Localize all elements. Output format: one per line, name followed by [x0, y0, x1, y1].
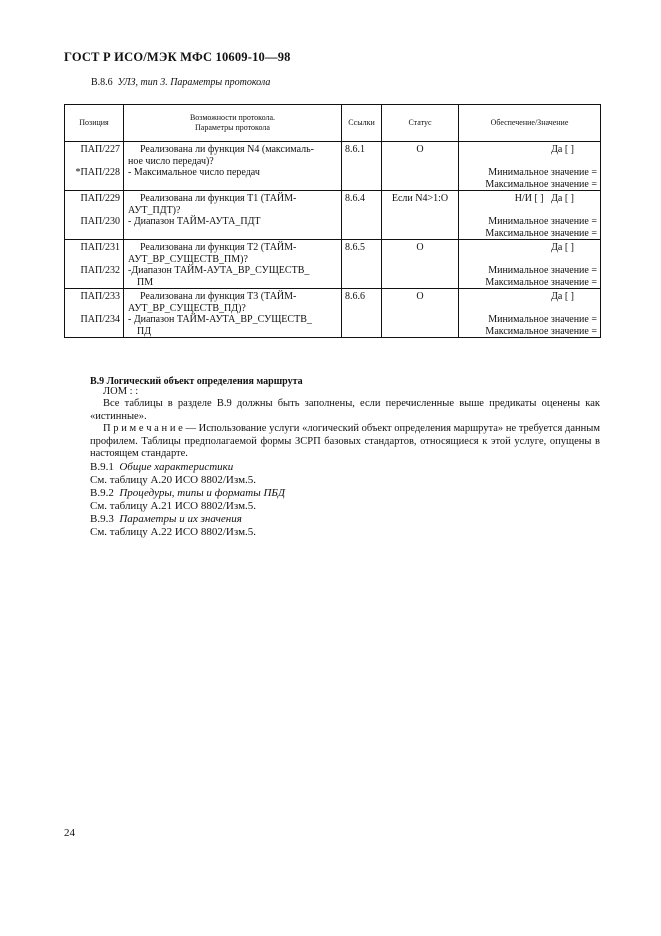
position-item: ПАП/227: [80, 144, 120, 155]
col-header-capabilities-line1: Возможности протокола.: [189, 113, 276, 122]
b9-heading: В.9 Логический объект определения маршрута: [90, 376, 303, 387]
max-value-label: Максимальное значение =: [485, 276, 597, 288]
b9-item: [90, 487, 285, 500]
table-row: [65, 240, 601, 289]
description-line: ПМ: [137, 276, 154, 288]
support-option: Да [ ]: [551, 242, 574, 253]
support-option: Да [ ]: [551, 291, 574, 302]
description-line: АУТ_ВР_СУЩЕСТВ_ПМ)?: [128, 253, 248, 265]
section-number: В.8.6: [91, 77, 113, 88]
min-value-label: Минимальное значение =: [488, 265, 597, 276]
col-header-support-value: Обеспечение/Значение: [459, 105, 601, 142]
position-item: ПАП/234: [80, 314, 120, 325]
col-header-capabilities-line2: Параметры протокола: [195, 123, 270, 132]
b9-item-number: В.9.3: [90, 513, 114, 525]
b9-item-title: Общие характеристики: [119, 461, 234, 473]
value-cell: [459, 142, 601, 191]
status-cell: О: [382, 240, 459, 289]
description-line: ное число передач)?: [128, 155, 214, 167]
protocol-table: [64, 104, 601, 338]
description-line: ПД: [137, 325, 152, 337]
position-cell: [65, 191, 124, 240]
b9-item-number: В.9.1: [90, 461, 114, 473]
page-number: 24: [64, 827, 75, 839]
description-cell: [124, 142, 342, 191]
position-item: ПАП/229: [80, 193, 120, 204]
position-item: ПАП/230: [80, 216, 120, 227]
description-line: АУТ_ВР_СУЩЕСТВ_ПД)?: [128, 302, 246, 314]
value-cell: [459, 240, 601, 289]
position-cell: [65, 289, 124, 338]
b9-note: [90, 423, 600, 461]
note-label: П р и м е ч а н и е: [103, 423, 183, 434]
description-line: - Диапазон ТАЙМ-АУТА_ВР_СУЩЕСТВ_: [128, 314, 312, 325]
description-line: АУТ_ПДТ)?: [128, 204, 181, 216]
b9-item: [90, 513, 242, 526]
b9-paragraph: Все таблицы в разделе В.9 должны быть заполнены, если перечисленные выше предикаты оценены как «истинные».: [90, 398, 600, 422]
section-title: УЛЗ, тип 3. Параметры протокола: [117, 77, 271, 88]
reference-cell: 8.6.5: [342, 240, 382, 289]
position-item: ПАП/231: [80, 242, 120, 253]
status-cell: Если N4>1:О: [382, 191, 459, 240]
description-line: - Диапазон ТАЙМ-АУТА_ПДТ: [128, 216, 261, 227]
position-item: ПАП/233: [80, 291, 120, 302]
description-cell: [124, 289, 342, 338]
reference-cell: 8.6.4: [342, 191, 382, 240]
min-value-label: Минимальное значение =: [488, 167, 597, 178]
document-header: ГОСТ Р ИСО/МЭК МФС 10609-10—98: [64, 50, 291, 64]
value-cell: [459, 289, 601, 338]
support-option: Да [ ]: [551, 144, 574, 155]
min-value-label: Минимальное значение =: [488, 216, 597, 227]
description-line: Реализована ли функция Т1 (ТАЙМ-: [140, 193, 297, 204]
b9-item-title: Параметры и их значения: [119, 513, 242, 525]
table-row: [65, 191, 601, 240]
description-cell: [124, 240, 342, 289]
description-line: - Максимальное число передач: [128, 167, 260, 178]
col-header-position: Позиция: [65, 105, 124, 142]
value-cell: [459, 191, 601, 240]
position-item: *ПАП/228: [75, 167, 120, 178]
status-cell: О: [382, 142, 459, 191]
b9-item-title: Процедуры, типы и форматы ПБД: [119, 487, 286, 499]
table-row: [65, 142, 601, 191]
section-heading: [91, 77, 270, 88]
max-value-label: Максимальное значение =: [485, 178, 597, 190]
position-cell: [65, 142, 124, 191]
reference-cell: 8.6.1: [342, 142, 382, 191]
max-value-label: Максимальное значение =: [485, 325, 597, 337]
description-cell: [124, 191, 342, 240]
b9-item-ref: См. таблицу А.22 ИСО 8802/Изм.5.: [90, 526, 257, 538]
table-header-row: [65, 105, 601, 142]
lom-line: ЛОМ : :: [103, 386, 139, 397]
description-line: Реализована ли функция Т2 (ТАЙМ-: [140, 242, 297, 253]
b9-item: [90, 461, 233, 474]
b9-item-ref: См. таблицу А.21 ИСО 8802/Изм.5.: [90, 500, 257, 512]
position-item: ПАП/232: [80, 265, 120, 276]
description-line: -Диапазон ТАЙМ-АУТА_ВР_СУЩЕСТВ_: [128, 265, 310, 276]
table-row: [65, 289, 601, 338]
min-value-label: Минимальное значение =: [488, 314, 597, 325]
col-header-capabilities: [124, 105, 342, 142]
col-header-status: Статус: [382, 105, 459, 142]
note-text: — Использование услуги «логический объект определения маршрута» не требуется данным профилем. Таблицы предполагаемой формы ЗСРП базовых стандартов, относящиеся к этой услуге, опущены в настоящем стандарте.: [90, 423, 600, 459]
description-line: Реализована ли функция Т3 (ТАЙМ-: [140, 291, 297, 302]
description-line: Реализована ли функция N4 (максималь-: [140, 144, 314, 155]
reference-cell: 8.6.6: [342, 289, 382, 338]
position-cell: [65, 240, 124, 289]
b9-item-number: В.9.2: [90, 487, 114, 499]
status-cell: О: [382, 289, 459, 338]
b9-item-ref: См. таблицу А.20 ИСО 8802/Изм.5.: [90, 474, 257, 486]
col-header-references: Ссылки: [342, 105, 382, 142]
support-option: Н/И [ ] Да [ ]: [514, 193, 574, 204]
max-value-label: Максимальное значение =: [485, 227, 597, 239]
